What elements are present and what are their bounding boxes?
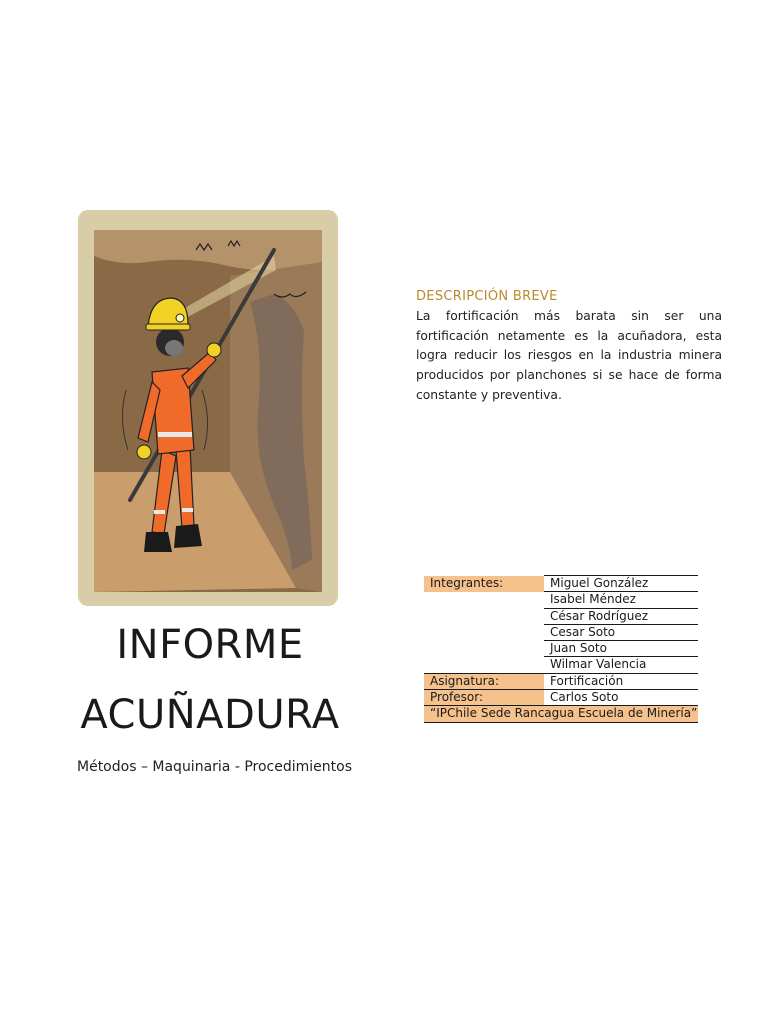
- cover-title-line1: INFORME: [116, 622, 304, 668]
- integrante-name: Juan Soto: [544, 641, 698, 657]
- institution-footer: “IPChile Sede Rancagua Escuela de Minería”: [424, 706, 698, 722]
- cover-subtitle: Métodos – Maquinaria - Procedimientos: [77, 759, 352, 775]
- info-table: [424, 575, 698, 723]
- integrante-name: Isabel Méndez: [544, 592, 698, 608]
- integrante-name: Cesar Soto: [544, 624, 698, 640]
- table-row: [424, 657, 698, 673]
- table-row: [424, 608, 698, 624]
- integrante-name: César Rodríguez: [544, 608, 698, 624]
- integrantes-label: Integrantes:: [424, 576, 544, 592]
- table-row: [424, 641, 698, 657]
- integrante-name: Miguel González: [544, 576, 698, 592]
- table-row: [424, 624, 698, 640]
- asignatura-label: Asignatura:: [424, 673, 544, 689]
- table-row: [424, 576, 698, 592]
- table-row: [424, 690, 698, 706]
- asignatura-value: Fortificación: [544, 673, 698, 689]
- profesor-value: Carlos Soto: [544, 690, 698, 706]
- description-body: La fortificación más barata sin ser una fortificación netamente es la acuñadora, esta logra reducir los riesgos en la industria minera producidos por planchones si se hace de forma constante y preventiva.: [416, 309, 722, 402]
- table-row: [424, 706, 698, 722]
- profesor-label: Profesor:: [424, 690, 544, 706]
- cover-title-line2: ACUÑADURA: [80, 692, 340, 738]
- table-row: [424, 592, 698, 608]
- miner-illustration: [78, 210, 338, 606]
- table-row: [424, 673, 698, 689]
- integrante-name: Wilmar Valencia: [544, 657, 698, 673]
- miner-scaling-icon: [78, 210, 338, 606]
- description-heading: DESCRIPCIÓN BREVE: [416, 289, 558, 304]
